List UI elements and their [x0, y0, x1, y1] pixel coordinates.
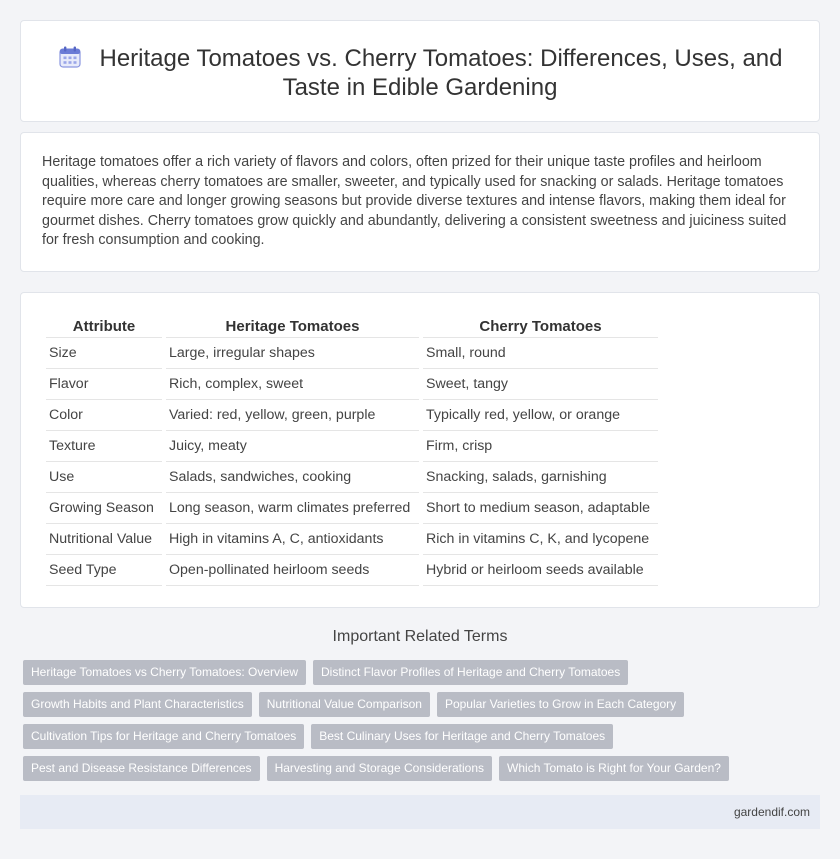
footer-site-link[interactable]: gardendif.com [733, 805, 810, 819]
comparison-table [42, 314, 662, 586]
table-cell: Use [46, 462, 162, 493]
table-cell: Flavor [46, 369, 162, 400]
comparison-table-card [20, 292, 820, 608]
title-line-1: Heritage Tomatoes vs. Cherry Tomatoes: Differences, Uses, and [99, 45, 783, 72]
table-cell: Seed Type [46, 555, 162, 586]
table-cell: Sweet, tangy [423, 369, 658, 400]
table-row [46, 493, 658, 524]
table-cell: Hybrid or heirloom seeds available [423, 555, 658, 586]
table-row [46, 400, 658, 431]
table-cell: High in vitamins A, C, antioxidants [166, 524, 419, 555]
title-card [20, 20, 820, 122]
table-cell: Color [46, 400, 162, 431]
related-term-link[interactable]: Cultivation Tips for Heritage and Cherry Tomatoes [23, 724, 304, 749]
table-cell: Small, round [423, 338, 658, 369]
column-header-heritage: Heritage Tomatoes [166, 314, 419, 338]
footer [20, 795, 820, 829]
related-term-link[interactable]: Popular Varieties to Grow in Each Category [437, 692, 684, 717]
column-header-cherry: Cherry Tomatoes [423, 314, 658, 338]
related-term-link[interactable]: Nutritional Value Comparison [259, 692, 430, 717]
table-row [46, 369, 658, 400]
related-term-link[interactable]: Distinct Flavor Profiles of Heritage and Cherry Tomatoes [313, 660, 628, 685]
table-row [46, 338, 658, 369]
table-cell: Size [46, 338, 162, 369]
related-term-link[interactable]: Which Tomato is Right for Your Garden? [499, 756, 729, 781]
table-cell: Typically red, yellow, or orange [423, 400, 658, 431]
related-term-link[interactable]: Best Culinary Uses for Heritage and Cherry Tomatoes [311, 724, 613, 749]
summary-card [20, 132, 820, 272]
table-header-row [46, 314, 658, 338]
table-row [46, 524, 658, 555]
table-cell: Short to medium season, adaptable [423, 493, 658, 524]
table-cell: Open-pollinated heirloom seeds [166, 555, 419, 586]
table-cell: Salads, sandwiches, cooking [166, 462, 419, 493]
related-term-link[interactable]: Harvesting and Storage Considerations [267, 756, 492, 781]
table-cell: Growing Season [46, 493, 162, 524]
title-line-2: Taste in Edible Gardening [282, 74, 558, 101]
table-cell: Varied: red, yellow, green, purple [166, 400, 419, 431]
column-header-attribute: Attribute [46, 314, 162, 338]
calendar-icon [58, 45, 82, 69]
table-row [46, 555, 658, 586]
related-terms-heading: Important Related Terms [332, 628, 508, 645]
summary-text: Heritage tomatoes offer a rich variety of flavors and colors, often prized for their unique taste profiles and heirloom qualities, whereas cherry tomatoes are smaller, sweeter, and typically used for snacking or salads. Heritage tomatoes require more care and longer growing seasons but provide diverse textures and intense flavors, making them ideal for gourmet dishes. Cherry tomatoes grow quickly and abundantly, delivering a consistent sweetness and juiciness suited for fresh consumption and cooking. [42, 154, 787, 249]
table-cell: Texture [46, 431, 162, 462]
table-row [46, 462, 658, 493]
table-cell: Juicy, meaty [166, 431, 419, 462]
related-term-link[interactable]: Heritage Tomatoes vs Cherry Tomatoes: Overview [23, 660, 306, 685]
page-title [21, 44, 819, 102]
table-cell: Long season, warm climates preferred [166, 493, 419, 524]
related-terms-list [23, 660, 823, 788]
table-cell: Nutritional Value [46, 524, 162, 555]
related-term-link[interactable]: Growth Habits and Plant Characteristics [23, 692, 252, 717]
related-term-link[interactable]: Pest and Disease Resistance Differences [23, 756, 260, 781]
table-cell: Snacking, salads, garnishing [423, 462, 658, 493]
table-cell: Rich in vitamins C, K, and lycopene [423, 524, 658, 555]
table-cell: Firm, crisp [423, 431, 658, 462]
table-cell: Large, irregular shapes [166, 338, 419, 369]
table-row [46, 431, 658, 462]
table-cell: Rich, complex, sweet [166, 369, 419, 400]
